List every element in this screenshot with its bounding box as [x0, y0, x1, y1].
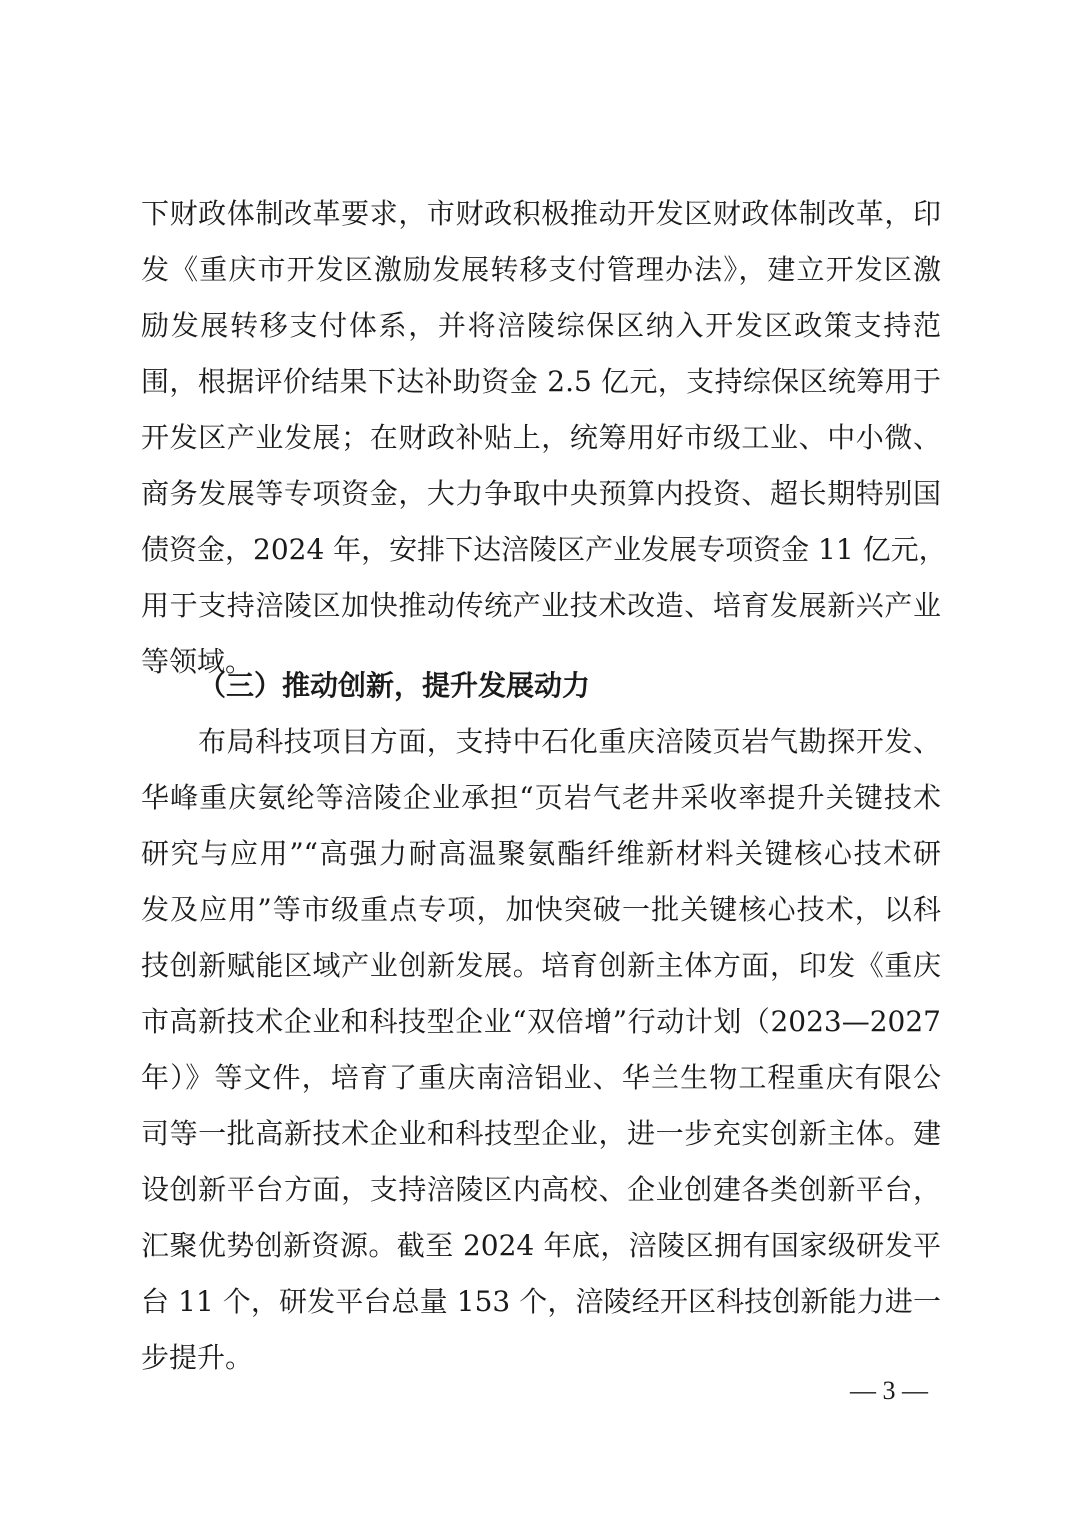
- paragraph-fiscal-support: [141, 186, 947, 690]
- paragraph-line: 司等一批高新技术企业和科技型企业，进一步充实创新主体。建: [141, 1117, 941, 1150]
- paragraph-line: 市高新技术企业和科技型企业“双倍增”行动计划（2023—2027: [141, 1005, 941, 1038]
- page-number: — 3 —: [850, 1376, 928, 1405]
- section-heading-block: [141, 658, 941, 714]
- paragraph-line: 台 11 个，研发平台总量 153 个，涪陵经开区科技创新能力进一: [141, 1285, 941, 1318]
- paragraph-line: 围，根据评价结果下达补助资金 2.5 亿元，支持综保区统筹用于: [141, 365, 941, 398]
- paragraph-line: 发《重庆市开发区激励发展转移支付管理办法》，建立开发区激: [141, 253, 941, 286]
- paragraph-line: 研究与应用”“高强力耐高温聚氨酯纤维新材料关键核心技术研: [141, 837, 941, 870]
- paragraph-line: 发及应用”等市级重点专项，加快突破一批关键核心技术，以科: [141, 893, 941, 926]
- paragraph-line: 励发展转移支付体系，并将涪陵综保区纳入开发区政策支持范: [141, 309, 941, 342]
- paragraph-line: 华峰重庆氨纶等涪陵企业承担“页岩气老井采收率提升关键技术: [141, 781, 941, 814]
- paragraph-line: 债资金，2024 年，安排下达涪陵区产业发展专项资金 11 亿元，: [141, 533, 947, 566]
- paragraph-line: 商务发展等专项资金，大力争取中央预算内投资、超长期特别国: [141, 477, 941, 510]
- paragraph-innovation: [141, 714, 941, 1386]
- paragraph-line: 年）》等文件，培育了重庆南涪铝业、华兰生物工程重庆有限公: [141, 1061, 941, 1094]
- section-heading: （三）推动创新，提升发展动力: [198, 669, 591, 702]
- paragraph-line: 用于支持涪陵区加快推动传统产业技术改造、培育发展新兴产业: [141, 589, 941, 622]
- paragraph-line: 设创新平台方面，支持涪陵区内高校、企业创建各类创新平台，: [141, 1173, 941, 1206]
- paragraph-line: 等领域。: [141, 645, 254, 678]
- paragraph-line: 技创新赋能区域产业创新发展。培育创新主体方面，印发《重庆: [141, 949, 941, 982]
- paragraph-line: 下财政体制改革要求，市财政积极推动开发区财政体制改革，印: [141, 197, 941, 230]
- paragraph-line: 布局科技项目方面，支持中石化重庆涪陵页岩气勘探开发、: [198, 725, 941, 758]
- paragraph-line: 开发区产业发展；在财政补贴上，统筹用好市级工业、中小微、: [141, 421, 941, 454]
- paragraph-line: 步提升。: [141, 1341, 254, 1374]
- paragraph-line: 汇聚优势创新资源。截至 2024 年底，涪陵区拥有国家级研发平: [141, 1229, 941, 1262]
